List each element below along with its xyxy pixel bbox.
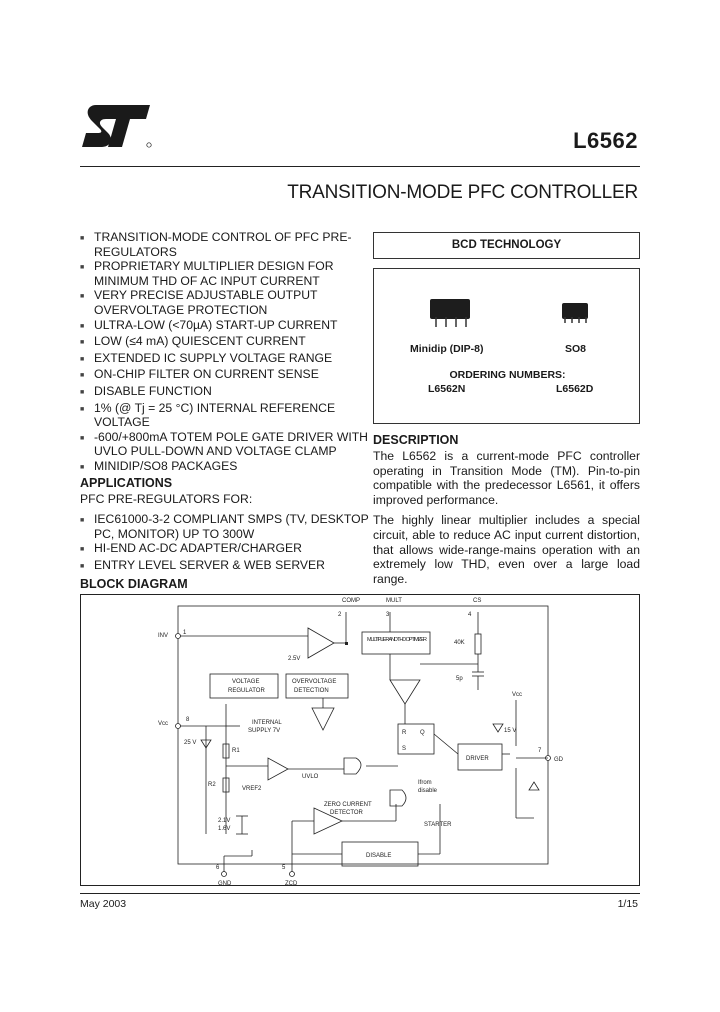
block-diagram-heading: BLOCK DIAGRAM <box>80 577 188 591</box>
feature-item: ■ ULTRA-LOW (<70µA) START-UP CURRENT <box>80 318 370 335</box>
footer-rule <box>80 893 640 894</box>
pin-zcd-label: ZCD <box>285 881 298 886</box>
pin-gd-number: 7 <box>538 748 542 754</box>
gnd-connection <box>224 816 252 872</box>
ordering-heading: ORDERING NUMBERS: <box>449 369 566 381</box>
ovp-label-1: OVERVOLTAGE <box>292 679 337 685</box>
pin-gd-label: GD <box>554 757 563 763</box>
latch-s-label: S <box>402 746 407 752</box>
feature-item: ■ EXTENDED IC SUPPLY VOLTAGE RANGE <box>80 351 370 368</box>
vref-16v-label: 1.6V <box>218 826 231 832</box>
pin-zcd-node <box>290 872 295 877</box>
error-amplifier <box>180 612 346 658</box>
block-diagram <box>80 594 640 886</box>
ovp-label-2: DETECTION <box>294 688 329 694</box>
applications-subheading: PFC PRE-REGULATORS FOR: <box>80 492 253 506</box>
zcd-label-2: DETECTOR <box>330 810 363 816</box>
or-gate-icon <box>390 790 406 806</box>
pin-gnd-node <box>222 872 227 877</box>
bullet-icon: ■ <box>80 388 85 396</box>
pin-zcd-number: 5 <box>282 865 286 871</box>
footer-date: May 2003 <box>80 898 127 910</box>
r2-label: R2 <box>208 782 216 788</box>
features-list <box>80 230 370 476</box>
part-number: L6562 <box>573 128 638 153</box>
voltage-regulator-block <box>210 674 278 698</box>
zener-25v-label: 25 V <box>184 740 197 746</box>
vcc-top-label: Vcc <box>512 692 523 698</box>
so8-order-number: L6562D <box>556 383 594 395</box>
pin-cs-number: 4 <box>468 612 472 618</box>
junction-dot <box>345 642 348 645</box>
bullet-icon: ■ <box>80 264 85 272</box>
pin-mult-number: 3 <box>386 612 390 618</box>
r1-label: R1 <box>232 748 240 754</box>
pin-inv-node <box>176 634 181 639</box>
feature-item: ■ DISABLE FUNCTION <box>80 384 370 401</box>
ic-boundary <box>178 606 548 864</box>
vreg-label-1: VOLTAGE <box>232 679 260 685</box>
applications-list <box>80 512 370 574</box>
bullet-icon: ■ <box>80 372 85 380</box>
feature-item: ■ PROPRIETARY MULTIPLIER DESIGN FOR MINIMUM THD OF AC INPUT CURRENT <box>80 259 334 288</box>
vcc-rail <box>180 704 240 834</box>
pin-gnd-label: GND <box>218 881 232 886</box>
latch-r-label: R <box>402 730 407 736</box>
bullet-icon: ■ <box>80 546 85 554</box>
bullet-icon: ■ <box>80 405 85 413</box>
pin-inv-label: INV <box>158 633 169 639</box>
clamp-15v-label: 15 V <box>504 728 517 734</box>
pin-mult-label: MULT <box>386 598 402 604</box>
bullet-icon: ■ <box>80 463 85 471</box>
feature-item: ■ LOW (≤4 mA) QUIESCENT CURRENT <box>80 334 370 351</box>
uvlo-label: UVLO <box>302 774 319 780</box>
uvlo-comparator <box>226 758 344 780</box>
application-item: ■ HI-END AC-DC ADAPTER/CHARGER <box>80 541 370 558</box>
internal-supply-label-2: SUPPLY 7V <box>248 728 281 734</box>
so8-pins-icon <box>558 315 592 325</box>
dip-pins-icon <box>426 315 476 331</box>
driver-label: DRIVER <box>466 756 489 762</box>
ovp-block <box>286 674 348 698</box>
latch-q-label: Q <box>420 730 425 736</box>
pin-comp-number: 2 <box>338 612 342 618</box>
internal-supply-label-1: INTERNAL <box>252 720 282 726</box>
starter-label: STARTER <box>424 822 452 828</box>
vreg-label-2: REGULATOR <box>228 688 265 694</box>
cs-filter <box>472 612 484 690</box>
footer-page-number: 1/15 <box>617 898 638 910</box>
and-gate-icon <box>344 758 361 774</box>
dip-order-number: L6562N <box>428 383 466 395</box>
header-rule <box>80 166 640 167</box>
cap5p-label: 5p <box>456 676 463 682</box>
pin-inv-number: 1 <box>183 630 187 636</box>
bullet-icon: ■ <box>80 322 85 330</box>
ifrom-label-2: disable <box>418 788 438 794</box>
vref-21v-label: 2.1V <box>218 818 231 824</box>
description-heading: DESCRIPTION <box>373 433 459 447</box>
totem-pole-output <box>493 700 548 818</box>
vref2-label: VREF2 <box>242 786 262 792</box>
pin-comp-label: COMP <box>342 598 360 604</box>
feature-item: ■ 1% (@ Tj = 25 °C) INTERNAL REFERENCE VOLTAGE <box>80 400 336 430</box>
feature-item: ■ -600/+800mA TOTEM POLE GATE DRIVER WITH UVLO PULL-DOWN AND VOLTAGE CLAMP <box>80 429 368 459</box>
description-body <box>373 449 640 592</box>
pin-vcc-number: 8 <box>186 717 190 723</box>
pin-vcc-label: Vcc <box>158 721 169 727</box>
bullet-icon: ■ <box>80 562 85 570</box>
feature-item: ■ VERY PRECISE ADJUSTABLE OUTPUT OVERVOLTAGE PROTECTION <box>80 288 318 317</box>
pin-cs-label: CS <box>473 598 482 604</box>
description-paragraph: The L6562 is a current-mode PFC controller operating in Transition Mode (TM). Pin-to-pin compatible with the predecessor L6561, it offers improved performance. <box>373 449 640 507</box>
bullet-icon: ■ <box>80 434 85 442</box>
multiplier-block <box>362 632 430 654</box>
latch-to-driver-wire <box>434 734 458 754</box>
packages-box <box>373 268 640 424</box>
r40k-label: 40K <box>454 640 465 646</box>
pin-gnd-number: 6 <box>216 865 220 871</box>
description-paragraph: The highly linear multiplier includes a special circuit, able to reduce AC input current distortion, that allows wide-range-mains operation with an extremely low THD, even over a large load range. <box>373 513 640 586</box>
bullet-icon: ■ <box>80 355 85 363</box>
application-item: ■ IEC61000-3-2 COMPLIANT SMPS (TV, DESKTOP PC, MONITOR) UP TO 300W <box>80 512 369 541</box>
pin-vcc-node <box>176 724 181 729</box>
st-logo-icon <box>80 103 152 149</box>
technology-box: BCD TECHNOLOGY <box>373 232 640 259</box>
ifrom-label-1: Ifrom <box>418 780 432 786</box>
bullet-icon: ■ <box>80 517 85 524</box>
application-item: ■ ENTRY LEVEL SERVER & WEB SERVER <box>80 558 370 575</box>
vref-25v-label: 2.5V <box>288 656 301 662</box>
bullet-icon: ■ <box>80 293 85 301</box>
so8-package-label: SO8 <box>565 343 587 355</box>
bullet-icon: ■ <box>80 339 85 347</box>
disable-label: DISABLE <box>366 853 392 859</box>
applications-heading: APPLICATIONS <box>80 476 173 490</box>
dip-package-label: Minidip (DIP-8) <box>410 343 484 355</box>
document-title: TRANSITION-MODE PFC CONTROLLER <box>287 182 638 203</box>
feature-item: ■ MINIDIP/SO8 PACKAGES <box>80 459 370 476</box>
feature-item: ■ TRANSITION-MODE CONTROL OF PFC PRE-REGULATORS <box>80 230 352 259</box>
current-comparator <box>390 654 478 724</box>
feature-item: ■ ON-CHIP FILTER ON CURRENT SENSE <box>80 367 370 384</box>
zcd-label-1: ZERO CURRENT <box>324 802 372 808</box>
ovp-comparator <box>312 698 334 730</box>
bullet-icon: ■ <box>80 235 85 242</box>
multiplier-label: MULTIPLIER AND THD OPTIMIZER <box>367 637 427 643</box>
